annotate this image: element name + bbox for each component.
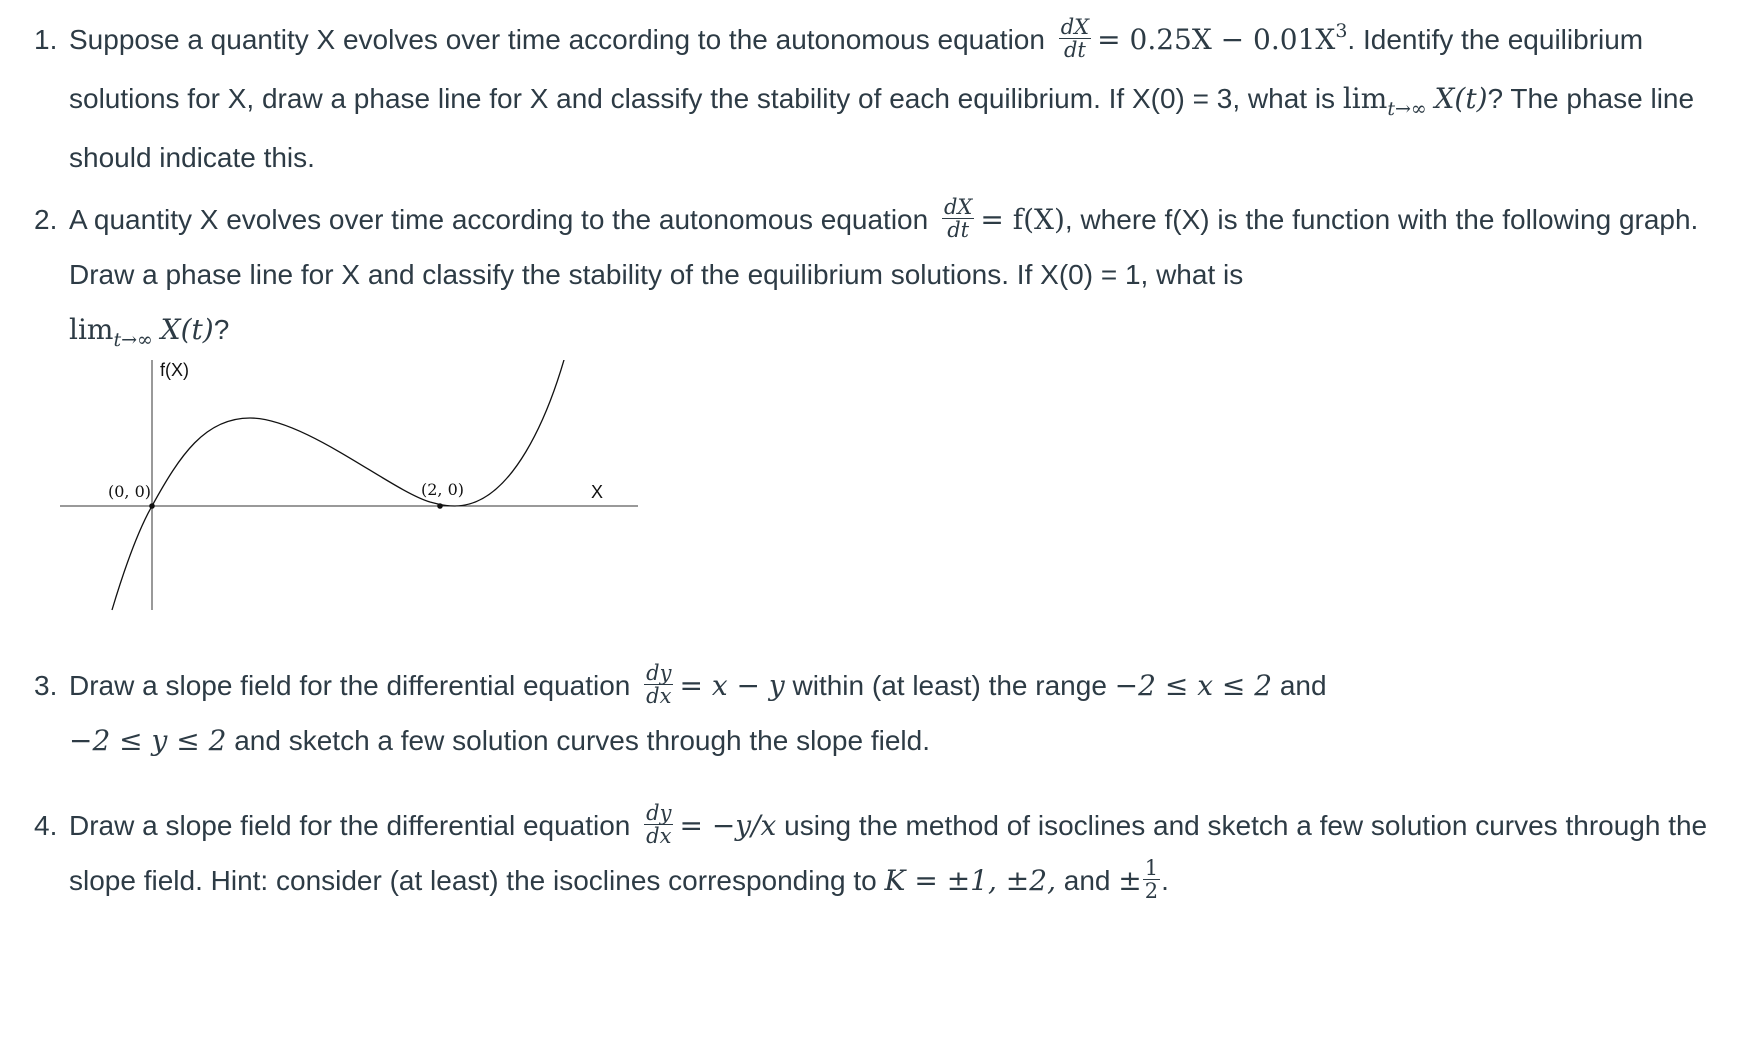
question-number: 2. [34, 204, 58, 235]
equation: = x − y [679, 669, 785, 702]
question-number: 3. [34, 670, 58, 701]
function-graph [60, 360, 720, 680]
question-text: A quantity X evolves over time according to the autonomous equation $\frac{dX}{dt}$ = f(X), where f(X) is the function with the following graph. Draw a phase line for X and classify the stability of the equilibrium solutions. If X(0) = 1, what is $\lim_{t\to\infty} X(t)$? [69, 195, 1699, 351]
equation: = 0.25X − 0.01X [1097, 23, 1336, 56]
question-text: Draw a slope field for the differential equation $\frac{dy}{dx}$ = x − y within (at least) the range −2 ≤ x ≤ 2 and −2 ≤ y ≤ 2 and sketch a few solution curves through the slope field. [69, 661, 1327, 757]
fraction-one-half: $\frac{1}{2}$ [1144, 856, 1159, 904]
question-number: 4. [34, 810, 58, 841]
fraction-dx-dt: $\frac{dX}{dt}$ [1060, 15, 1090, 63]
equation: = f(X) [980, 203, 1065, 236]
question-text: Suppose a quantity X evolves over time according to the autonomous equation $\frac{dX}{dt}$ = $0.25X - 0.01X^3$. Identify the equilibrium solutions for X, draw a phase line for X and classify the stability of each equilibrium. If X(0) = 3, what is $\lim_{t\to\infty} X(t)$? The phase line should indicate this. [69, 15, 1695, 173]
question-text: Draw a slope field for the differential equation $\frac{dy}{dx}$ = −y/x using the method of isoclines and sketch a few solution curves through the slope field. Hint: consider (at least) the isoclines corresponding to K = ±1, ±2, and ± $\frac{1}{2}$ . [69, 801, 1708, 904]
question-number: 1. [34, 24, 58, 55]
question-4 [34, 798, 1714, 908]
y-axis-label: f(X) [160, 360, 189, 380]
question-2 [34, 192, 1714, 361]
fraction-dy-dx: $\frac{dy}{dx}$ [646, 661, 672, 709]
equilibrium-point-0 [149, 503, 155, 509]
fraction-dy-dx: $\frac{dy}{dx}$ [646, 801, 672, 849]
fraction-dx-dt: $\frac{dX}{dt}$ [943, 195, 973, 243]
point-label-origin: (0, 0) [108, 482, 152, 501]
f-curve [112, 360, 572, 610]
x-axis-label: X [591, 482, 604, 502]
question-1 [34, 12, 1714, 185]
point-label-two: (2, 0) [421, 480, 465, 499]
equation: = −y/x [679, 809, 777, 842]
equilibrium-point-2 [437, 503, 443, 509]
question-3 [34, 658, 1714, 768]
